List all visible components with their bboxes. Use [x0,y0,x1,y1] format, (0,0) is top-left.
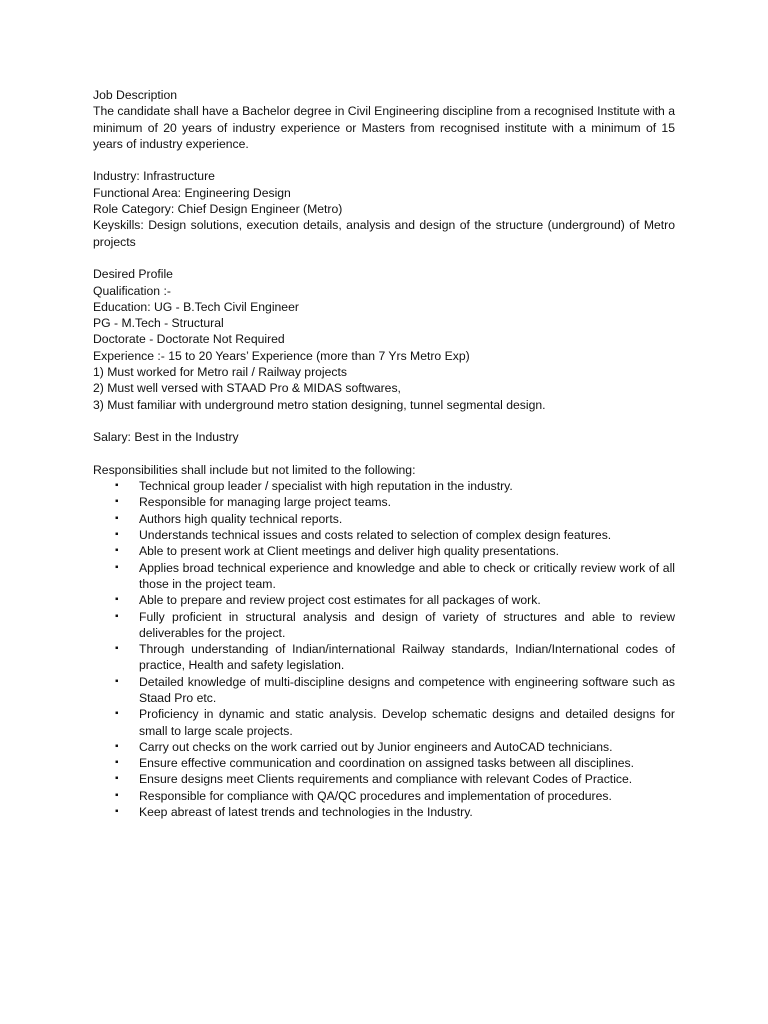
bullet-icon: ▪ [115,561,119,573]
bullet-icon: ▪ [115,480,119,492]
list-item-text: Keep abreast of latest trends and technologies in the Industry. [139,805,473,820]
list-item-text: Proficiency in dynamic and static analysis. Develop schematic designs and detailed designs for small to large scale projects. [139,707,675,738]
list-item-text: Understands technical issues and costs related to selection of complex design features. [139,528,612,543]
list-item-text: Detailed knowledge of multi-discipline designs and competence with engineering software such as Staad Pro etc. [139,674,675,705]
list-item-text: Responsible for compliance with QA/QC procedures and implementation of procedures. [139,788,612,803]
industry-line: Industry: Infrastructure [93,169,215,184]
list-item [93,771,675,787]
list-item-text: Authors high quality technical reports. [139,511,343,526]
list-item-text: Able to prepare and review project cost estimates for all packages of work. [139,593,541,608]
list-item [93,592,675,608]
list-item [93,609,675,642]
bullet-icon: ▪ [115,643,119,655]
job-description-heading: Job Description [93,88,177,102]
bullet-icon: ▪ [115,708,119,720]
list-item [93,641,675,674]
keyskills-paragraph: Keyskills: Design solutions, execution details, analysis and design of the structure (underground) of Metro projects [93,218,675,249]
bullet-icon: ▪ [115,806,119,818]
list-item [93,788,675,804]
list-item [93,494,675,510]
list-item [93,511,675,527]
bullet-icon: ▪ [115,789,119,801]
role-category-line: Role Category: Chief Design Engineer (Metro) [93,202,343,217]
list-item-text: Able to present work at Client meetings and deliver high quality presentations. [139,544,560,559]
desired-profile-heading: Desired Profile [93,267,173,282]
salary-line: Salary: Best in the Industry [93,430,239,445]
bullet-icon: ▪ [115,594,119,606]
spacer [93,250,675,266]
requirement-item: 3) Must familiar with underground metro station designing, tunnel segmental design. [93,397,546,412]
bullet-icon: ▪ [115,773,119,785]
list-item-text: Through understanding of Indian/international Railway standards, Indian/International codes of practice, Health and safety legislation. [139,642,675,673]
list-item-text: Responsible for managing large project teams. [139,495,392,510]
intro-paragraph: The candidate shall have a Bachelor degree in Civil Engineering discipline from a recognised Institute with a minimum of 20 years of industry experience or Masters from recognised institute with a minimum of 15 years of industry experience. [93,104,675,151]
bullet-icon: ▪ [115,529,119,541]
list-item [93,804,675,820]
document-page [93,87,675,820]
education-pg-line: PG - M.Tech - Structural [93,316,224,331]
functional-area-line: Functional Area: Engineering Design [93,185,291,200]
requirement-item: 1) Must worked for Metro rail / Railway projects [93,365,347,380]
bullet-icon: ▪ [115,675,119,687]
bullet-icon: ▪ [115,740,119,752]
list-item-text: Applies broad technical experience and knowledge and able to check or critically review work of all those in the project team. [139,560,675,591]
doctorate-line: Doctorate - Doctorate Not Required [93,332,285,347]
list-item-text: Technical group leader / specialist with high reputation in the industry. [139,479,513,494]
list-item-text: Carry out checks on the work carried out by Junior engineers and AutoCAD technicians. [139,739,613,754]
responsibilities-heading: Responsibilities shall include but not limited to the following: [93,462,416,477]
list-item [93,674,675,707]
experience-line: Experience :- 15 to 20 Years’ Experience (more than 7 Yrs Metro Exp) [93,348,470,363]
spacer [93,413,675,429]
education-ug-line: Education: UG - B.Tech Civil Engineer [93,299,299,314]
list-item [93,755,675,771]
bullet-icon: ▪ [115,545,119,557]
list-item [93,543,675,559]
spacer [93,446,675,462]
requirement-item: 2) Must well versed with STAAD Pro & MIDAS softwares, [93,381,401,396]
bullet-icon: ▪ [115,757,119,769]
list-item [93,478,675,494]
spacer [93,152,675,168]
list-item [93,706,675,739]
list-item [93,527,675,543]
list-item-text: Ensure effective communication and coordination on assigned tasks between all disciplines. [139,756,635,771]
bullet-icon: ▪ [115,610,119,622]
bullet-icon: ▪ [115,512,119,524]
qualification-line: Qualification :- [93,283,171,298]
list-item [93,560,675,593]
bullet-icon: ▪ [115,496,119,508]
list-item-text: Ensure designs meet Clients requirements and compliance with relevant Codes of Practice. [139,772,633,787]
list-item [93,739,675,755]
list-item-text: Fully proficient in structural analysis and design of variety of structures and able to review deliverables for the project. [139,609,675,640]
responsibilities-list [93,478,675,820]
